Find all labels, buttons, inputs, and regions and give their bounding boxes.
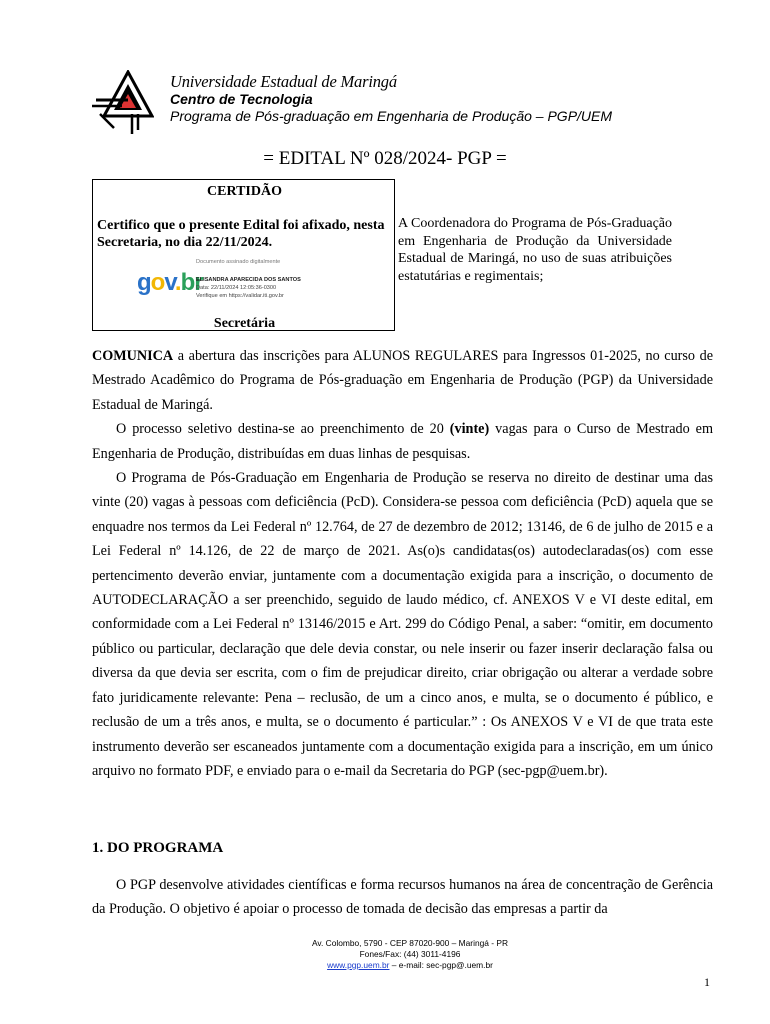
section-body <box>92 873 713 922</box>
page-footer <box>0 938 770 971</box>
vacancies-bold: (vinte) <box>449 421 490 438</box>
certificate-box <box>92 179 395 331</box>
section-paragraph: O PGP desenvolve atividades científicas e forma recursos humanos na área de concentração de Gerência da Produção. O objetivo é apoiar o processo de tomada de decisão das empresas a partir da <box>92 877 713 918</box>
signature-line: Verifique em https://validar.iti.gov.br <box>196 293 284 299</box>
vacancies-text-a: O processo seletivo destina-se ao preenchimento de 20 <box>116 421 450 438</box>
signature-line: Data: 22/11/2024 12:05:36-0300 <box>196 285 277 291</box>
footer-phone: Fones/Fax: (44) 3011-4196 <box>359 949 461 959</box>
website-link[interactable]: www.pgp.uem.br <box>327 960 390 970</box>
paragraph-comunica <box>92 344 713 417</box>
center-name: Centro de Tecnologia <box>170 91 313 107</box>
intro-paragraph: A Coordenadora do Programa de Pós-Graduação em Engenharia de Produção da Universidade Estadual de Maringá, no uso de suas atribuições estatutárias e regimentais; <box>398 216 672 284</box>
comunica-text: a abertura das inscrições para ALUNOS REGULARES para Ingressos 01-2025, no curso de Mestrado Acadêmico do Programa de Pós-graduação em Engenharia de Produção (PGP) da Universidade Estadual de Maringá. <box>92 348 713 413</box>
program-name: Programa de Pós-graduação em Engenharia de Produção – PGP/UEM <box>170 108 613 124</box>
section-title: 1. DO PROGRAMA <box>92 840 224 856</box>
signature-line: Documento assinado digitalmente <box>196 259 281 265</box>
certificate-heading: CERTIDÃO <box>207 184 282 199</box>
vacancies-text-b: vagas para o Curso de Mestrado em Engenharia de Produção, distribuídas em duas linhas de pesquisas. <box>92 421 714 462</box>
comunica-lead: COMUNICA <box>92 348 174 364</box>
body-text <box>92 344 713 783</box>
certificate-text: Certifico que o presente Edital foi afixado, nesta Secretaria, no dia 22/11/2024. <box>97 218 385 250</box>
edital-title: = EDITAL Nº 028/2024- PGP = <box>263 148 507 169</box>
paragraph-pcd: O Programa de Pós-Graduação em Engenharia de Produção se reserva no direito de destinar uma das vinte (20) vagas à pessoas com deficiência (PcD). Considera-se pessoa com deficiência (PcD) aquela que se enquadre nos termos da Lei Federal nº 12.764, de 27 de dezembro de 2012; 13146, de 6 de julho de 2015 e a Lei Federal nº 14.126, de 22 de março de 2021. As(o)s candidatas(os) autodeclaradas(os) com esse pertencimento deverão enviar, juntamente com a documentação exigida para a inscrição, o documento de AUTODECLARAÇÃO a ser preenchido, seguido de laudo médico, cf. ANEXOS V e VI deste edital, em conformidade com a Lei Federal nº 13146/2015 e Art. 299 do Código Penal, a saber: “omitir, em documento público ou particular, declaração que dele devia constar, ou nele inserir ou fazer inserir declaração falsa ou diversa da que devia ser escrita, com o fim de prejudicar direito, criar obrigação ou alterar a verdade sobre fato juridicamente relevante: Pena – reclusão, de um a cinco anos, e multa, se o documento é público, e reclusão de um a três anos, e multa, se o documento é particular.” : Os ANEXOS V e VI de que trata este instrumento deverão ser escaneados juntamente com a documentação exigida para a inscrição, em um único arquivo no formato PDF, e enviado para o e-mail da Secretaria do PGP (sec-pgp@uem.br). <box>92 470 713 779</box>
footer-email: – e-mail: sec-pgp@.uem.br <box>389 960 493 970</box>
certificate-signer: Secretária <box>213 316 276 331</box>
uem-logo-icon <box>92 70 154 136</box>
footer-contact <box>0 960 770 971</box>
footer-address: Av. Colombo, 5790 - CEP 87020-900 – Maringá - PR <box>312 938 508 948</box>
paragraph-vacancies <box>92 417 713 466</box>
signature-line: ELISANDRA APARECIDA DOS SANTOS <box>196 277 301 283</box>
govbr-logo: gov.br <box>137 269 203 296</box>
university-name: Universidade Estadual de Maringá <box>170 72 397 91</box>
page-number: 1 <box>704 975 710 989</box>
